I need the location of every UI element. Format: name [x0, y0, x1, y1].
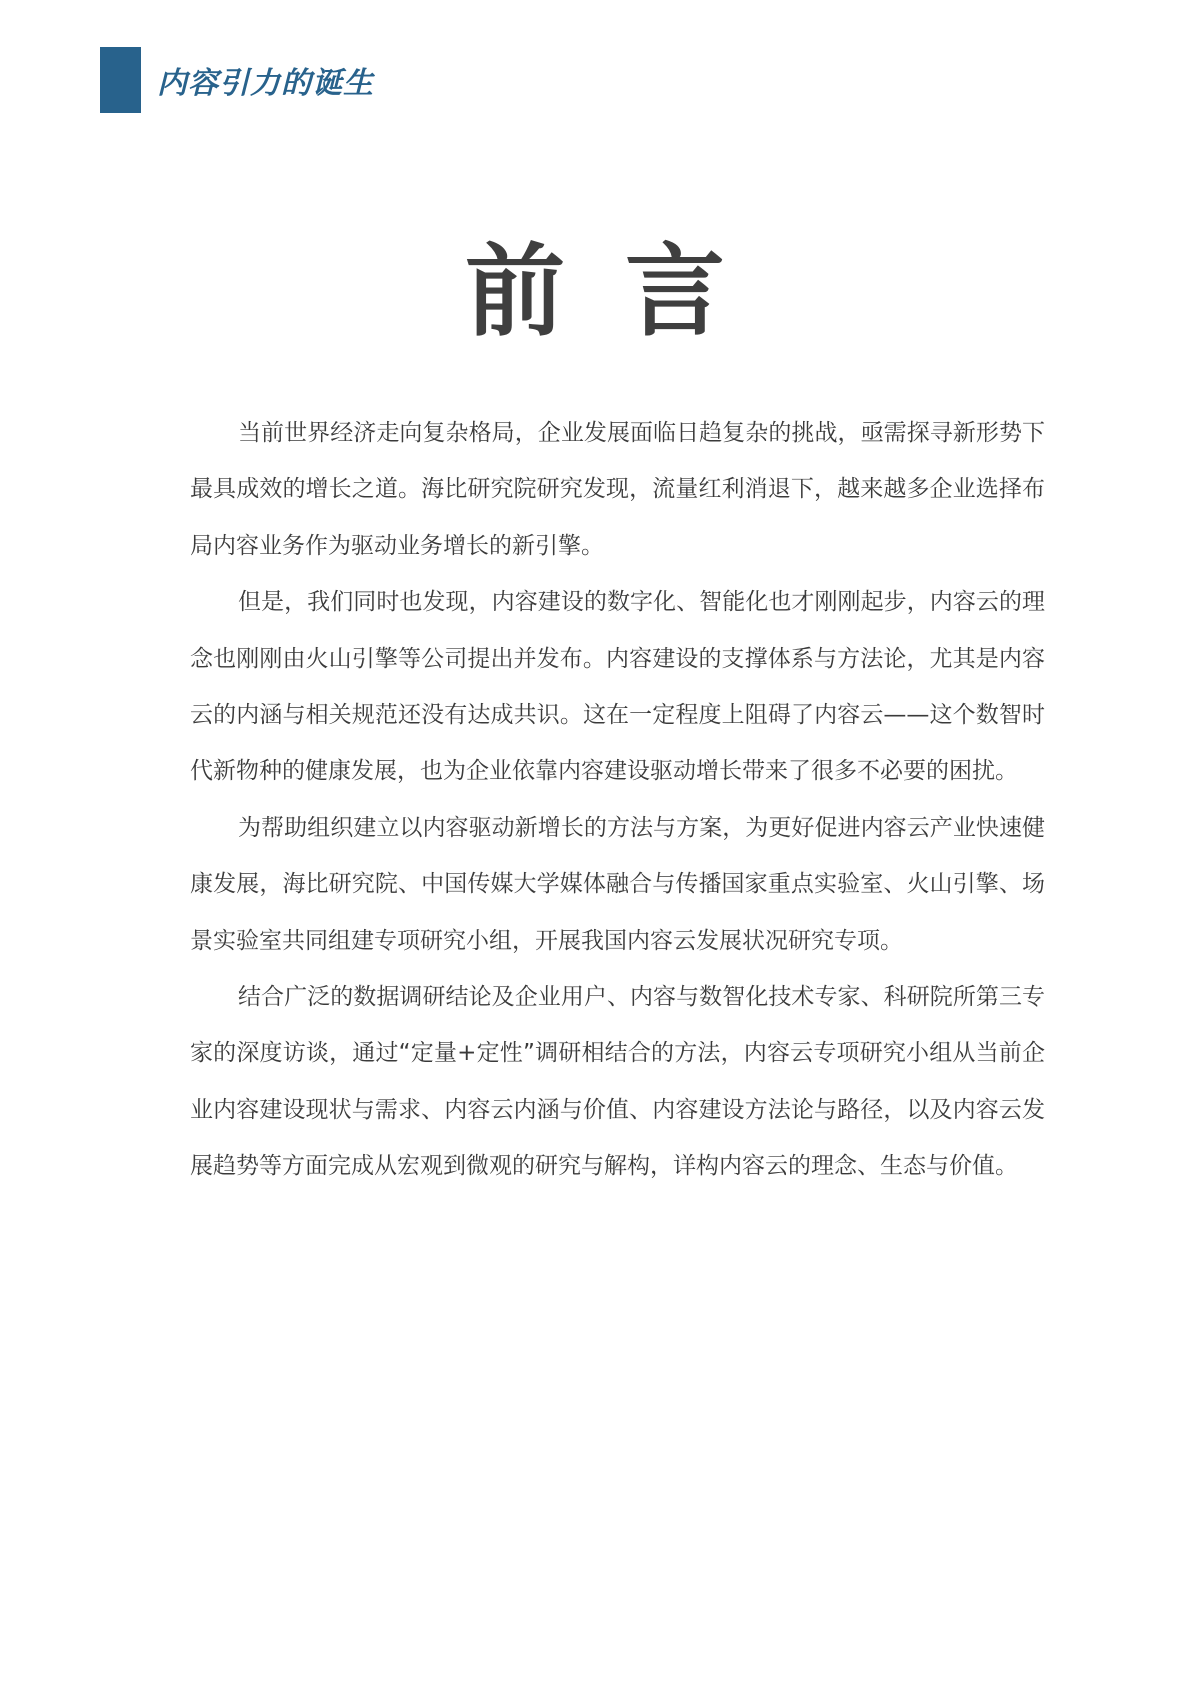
preface-body [190, 405, 1045, 1195]
paragraph-4: 结合广泛的数据调研结论及企业用户、内容与数智化技术专家、科研院所第三专家的深度访谈，通过“定量+定性”调研相结合的方法，内容云专项研究小组从当前企业内容建设现状与需求、内容云内涵与价值、内容建设方法论与路径，以及内容云发展趋势等方面完成从宏观到微观的研究与解构，详构内容云的理念、生态与价值。 [190, 984, 1045, 1180]
paragraph-1: 当前世界经济走向复杂格局，企业发展面临日趋复杂的挑战，亟需探寻新形势下最具成效的增长之道。海比研究院研究发现，流量红利消退下，越来越多企业选择布局内容业务作为驱动业务增长的新引擎。 [190, 420, 1045, 559]
section-header-bar [100, 47, 141, 113]
page-title: 前言 [465, 233, 785, 350]
section-header [100, 47, 374, 113]
paragraph-2: 但是，我们同时也发现，内容建设的数字化、智能化也才刚刚起步，内容云的理念也刚刚由火山引擎等公司提出并发布。内容建设的支撑体系与方法论，尤其是内容云的内涵与相关规范还没有达成共识。这在一定程度上阻碍了内容云——这个数智时代新物种的健康发展，也为企业依靠内容建设驱动增长带来了很多不必要的困扰。 [190, 589, 1045, 785]
paragraph-3: 为帮助组织建立以内容驱动新增长的方法与方案，为更好促进内容云产业快速健康发展，海比研究院、中国传媒大学媒体融合与传播国家重点实验室、火山引擎、场景实验室共同组建专项研究小组，开展我国内容云发展状况研究专项。 [190, 814, 1045, 954]
section-title: 内容引力的诞生 [157, 66, 374, 101]
